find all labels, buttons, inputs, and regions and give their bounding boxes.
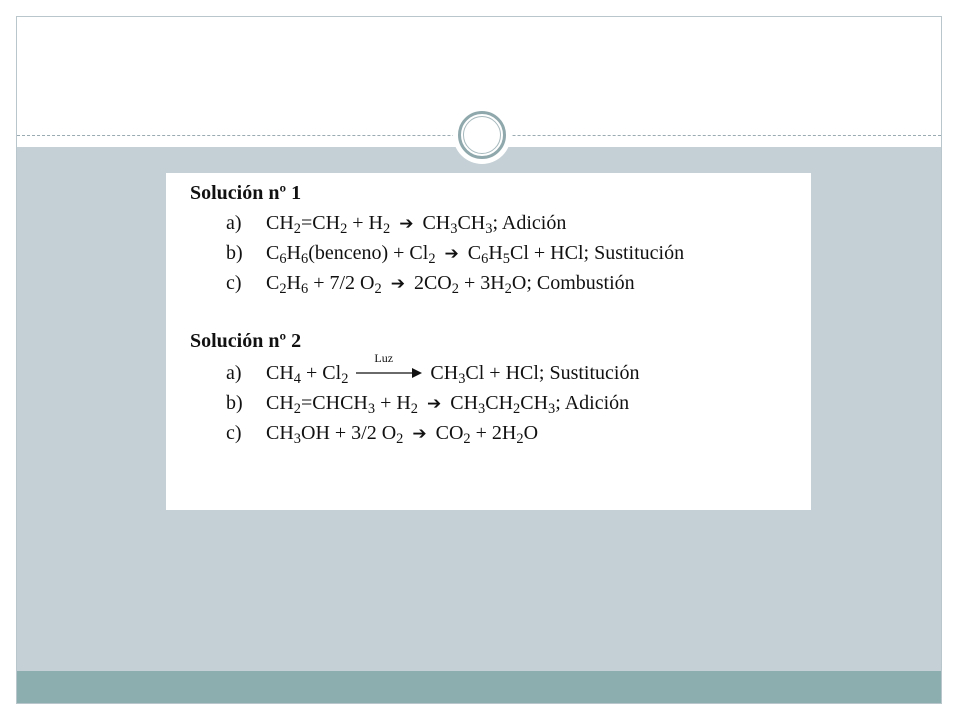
long-arrow-icon <box>356 367 422 379</box>
solution-1-b <box>226 241 684 266</box>
item-label: a) <box>226 362 242 384</box>
item-label: a) <box>226 212 242 234</box>
arrow-label: Luz <box>374 351 394 365</box>
solution-2-b <box>226 391 629 416</box>
arrow-right-icon: ➔ <box>390 274 405 294</box>
reaction-text: $C_2H_6 + 7/2$ $O_2$ ➔ $2CO_2 + 3H_2O$; Combustión <box>266 272 635 298</box>
footer-bar <box>17 671 941 703</box>
slide-frame <box>16 16 942 704</box>
arrow-right-icon: ➔ <box>444 244 459 264</box>
item-label: c) <box>226 272 242 294</box>
solution-2-a <box>226 351 640 388</box>
solution-1-heading: Solución nº 1 <box>190 182 302 204</box>
solution-2-c <box>226 421 538 446</box>
arrow-right-icon: ➔ <box>399 214 414 234</box>
reaction-text: $CH_2=CHCH_3 + H_2$ ➔ $CH_3CH_2CH_3$; Adición <box>266 392 630 418</box>
reaction-text: $C_6H_6(benceno) + Cl_2$ ➔ $C_6H_5Cl$ + HCl; Sustitución <box>266 242 685 268</box>
solution-1-c <box>226 271 635 296</box>
reaction-text: $CH_4 + Cl_2$ Luz $CH_3Cl$ + HCl; Sustitución <box>266 351 640 388</box>
decorative-circle-inner <box>463 116 501 154</box>
arrow-right-icon: ➔ <box>427 394 442 414</box>
item-label: b) <box>226 392 243 414</box>
arrow-right-icon: ➔ <box>412 424 427 444</box>
reaction-text: $CH_3OH + 3/2$ $O_2$ ➔ $CO_2 + 2H_2O$ <box>266 422 539 448</box>
solution-2-heading: Solución nº 2 <box>190 330 302 352</box>
light-arrow <box>356 351 422 381</box>
solution-1-a <box>226 211 566 236</box>
item-label: c) <box>226 422 242 444</box>
reaction-text: $CH_2=CH_2 + H_2$ ➔ $CH_3CH_3$; Adición <box>266 212 567 238</box>
item-label: b) <box>226 242 243 264</box>
solutions-image <box>166 173 811 510</box>
